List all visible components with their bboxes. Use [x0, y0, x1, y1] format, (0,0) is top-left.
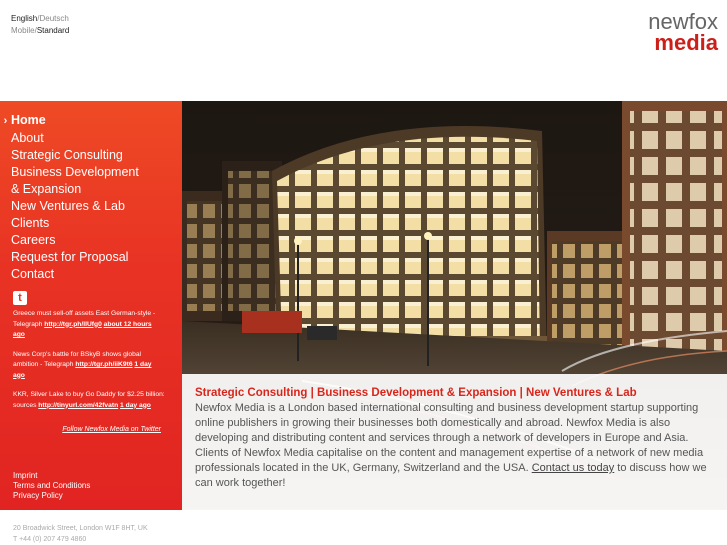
tweet-item	[13, 390, 165, 411]
tweet-time[interactable]: about 12 hours ago	[13, 320, 152, 338]
contact-us-link[interactable]: Contact us today	[531, 462, 615, 474]
chevron-right-icon: ›	[3, 115, 8, 127]
nav-item-expansion[interactable]: & Expansion	[11, 182, 82, 196]
terms-link[interactable]: Terms and Conditions	[13, 481, 91, 490]
nav-item-about[interactable]: About	[11, 131, 44, 145]
nav-item-label: Home	[11, 113, 46, 127]
lang-english-link[interactable]: English	[11, 14, 38, 23]
tweet-text: Greece must sell-off assets East German-style - Telegraph	[13, 310, 156, 328]
privacy-link[interactable]: Privacy Policy	[13, 491, 63, 500]
lang-deutsch-link[interactable]: Deutsch	[39, 14, 69, 23]
tweet-link[interactable]: http://tgr.ph/iiK9t6	[75, 361, 133, 368]
follow-on-twitter-link[interactable]: Follow Newfox Media on Twitter	[62, 426, 161, 433]
twitter-icon[interactable]: t	[13, 291, 27, 305]
intro-text-main: Newfox Media is a London based international consulting and business development startup supporting online publishers in growing their businesses both domestically and abroad. Newfox Media is also developing and distributing content and services through a network of developers in Europe and Asia. Clients of Newfox Media capitalise on the content and management expertise of a network of new media professionals located in the UK, Germany, Switzerland and the USA.	[195, 402, 704, 474]
twitter-feed	[13, 309, 165, 420]
footer-links	[13, 471, 90, 501]
nav-item-new-ventures-lab[interactable]: New Ventures & Lab	[11, 199, 125, 213]
intro-text	[195, 401, 713, 491]
imprint-link[interactable]: Imprint	[13, 471, 38, 480]
phone-line: T +44 (0) 207 479 4860	[13, 536, 87, 543]
nav-item-strategic-consulting[interactable]: Strategic Consulting	[11, 148, 123, 162]
tweet-time[interactable]: 1 day ago	[120, 401, 151, 409]
tweet-time[interactable]: 1 day ago	[13, 361, 152, 379]
nav-item-business-development[interactable]: Business Development	[11, 165, 139, 179]
lang-separator: /	[37, 14, 40, 23]
nav-item-request-for-proposal[interactable]: Request for Proposal	[11, 250, 129, 264]
newfox-media-logo[interactable]	[608, 9, 718, 55]
services-headline: Strategic Consulting | Business Development & Expansion | New Ventures & Lab	[195, 387, 637, 399]
tweet-link[interactable]: http://tinyurl.com/42fvatn	[38, 401, 119, 409]
address-line: 20 Broadwick Street, London W1F 8HT, UK	[13, 525, 148, 532]
tweet-text: News Corp's battle for BSkyB shows global ambition - Telegraph	[13, 350, 142, 368]
sidebar	[0, 101, 182, 510]
tweet-text: KKR, Silver Lake to buy Go Daddy for $2.25 billion: sources	[13, 391, 165, 409]
main-navigation	[0, 112, 182, 283]
company-address	[13, 523, 148, 545]
version-separator: /	[34, 26, 37, 35]
nav-item-clients[interactable]: Clients	[11, 216, 50, 230]
logo-word-newfox: newfox	[648, 9, 718, 34]
language-switcher	[11, 13, 69, 37]
version-standard-link[interactable]: Standard	[36, 26, 70, 35]
tweet-item	[13, 309, 165, 341]
tweet-link[interactable]: http://tgr.ph/lIUfg0	[44, 320, 102, 328]
version-row	[11, 25, 69, 37]
nav-item-careers[interactable]: Careers	[11, 233, 56, 247]
intro-text-end: to discuss how we can work together!	[195, 462, 707, 489]
tweet-item	[13, 350, 165, 382]
intro-caption	[182, 374, 727, 510]
version-mobile-link[interactable]: Mobile	[11, 26, 35, 35]
logo-word-media: media	[654, 30, 718, 55]
language-row	[11, 13, 69, 25]
nav-item-home[interactable]	[0, 112, 182, 130]
nav-item-contact[interactable]: Contact	[11, 267, 55, 281]
